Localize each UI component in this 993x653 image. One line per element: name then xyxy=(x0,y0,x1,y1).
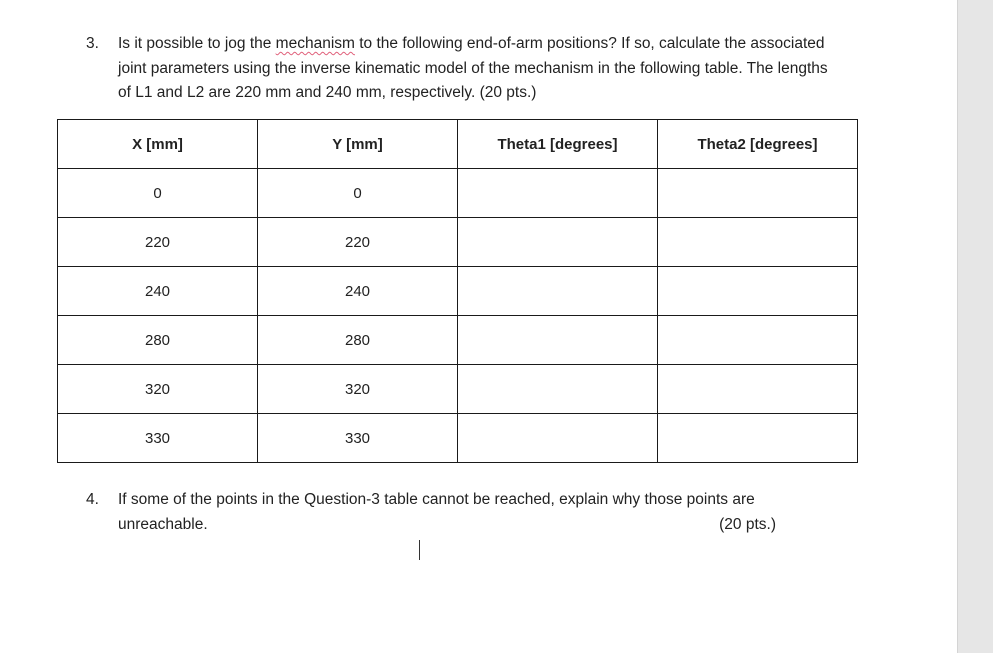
question-3-text[interactable] xyxy=(118,32,838,106)
table-row xyxy=(58,414,858,463)
table-header-row xyxy=(58,120,858,169)
cell-y[interactable]: 280 xyxy=(258,316,458,365)
cell-theta2[interactable] xyxy=(658,316,858,365)
cell-y[interactable]: 0 xyxy=(258,169,458,218)
cell-x[interactable]: 220 xyxy=(58,218,258,267)
cell-theta1[interactable] xyxy=(458,267,658,316)
question-3-text-after: to the following end-of-arm positions? If so, calculate the associated joint parameters using the inverse kinematic model of the mechanism in the following table. The lengths of L1 and L2 are 220 mm and 240 mm, respectively. (20 pts.) xyxy=(118,35,828,101)
header-y[interactable]: Y [mm] xyxy=(258,120,458,169)
question-4-text-block[interactable] xyxy=(118,488,838,537)
cell-y[interactable]: 330 xyxy=(258,414,458,463)
cell-theta2[interactable] xyxy=(658,267,858,316)
table-row xyxy=(58,169,858,218)
cell-x[interactable]: 330 xyxy=(58,414,258,463)
question-3-number: 3. xyxy=(86,35,99,52)
cell-theta2[interactable] xyxy=(658,365,858,414)
cell-x[interactable]: 320 xyxy=(58,365,258,414)
spellcheck-flagged-word[interactable]: mechanism xyxy=(275,35,355,52)
question-4-points: (20 pts.) xyxy=(719,515,776,533)
header-x[interactable]: X [mm] xyxy=(58,120,258,169)
table-row xyxy=(58,316,858,365)
table-row xyxy=(58,267,858,316)
header-theta2[interactable]: Theta2 [degrees] xyxy=(658,120,858,169)
joint-parameter-table xyxy=(57,119,858,463)
cell-theta2[interactable] xyxy=(658,218,858,267)
table-row xyxy=(58,365,858,414)
cell-theta1[interactable] xyxy=(458,169,658,218)
cell-theta1[interactable] xyxy=(458,365,658,414)
window-right-margin xyxy=(957,0,993,653)
text-cursor xyxy=(419,540,420,560)
question-4-number: 4. xyxy=(86,491,99,508)
cell-theta1[interactable] xyxy=(458,218,658,267)
cell-x[interactable]: 240 xyxy=(58,267,258,316)
cell-theta2[interactable] xyxy=(658,414,858,463)
header-theta1[interactable]: Theta1 [degrees] xyxy=(458,120,658,169)
cell-y[interactable]: 320 xyxy=(258,365,458,414)
cell-y[interactable]: 240 xyxy=(258,267,458,316)
table-row xyxy=(58,218,858,267)
cell-x[interactable]: 280 xyxy=(58,316,258,365)
cell-x[interactable]: 0 xyxy=(58,169,258,218)
cell-theta2[interactable] xyxy=(658,169,858,218)
question-4-text: If some of the points in the Question-3 table cannot be reached, explain why those points are unreachable. xyxy=(118,491,755,533)
cell-y[interactable]: 220 xyxy=(258,218,458,267)
question-3-text-before: Is it possible to jog the xyxy=(118,35,276,52)
cell-theta1[interactable] xyxy=(458,414,658,463)
cell-theta1[interactable] xyxy=(458,316,658,365)
